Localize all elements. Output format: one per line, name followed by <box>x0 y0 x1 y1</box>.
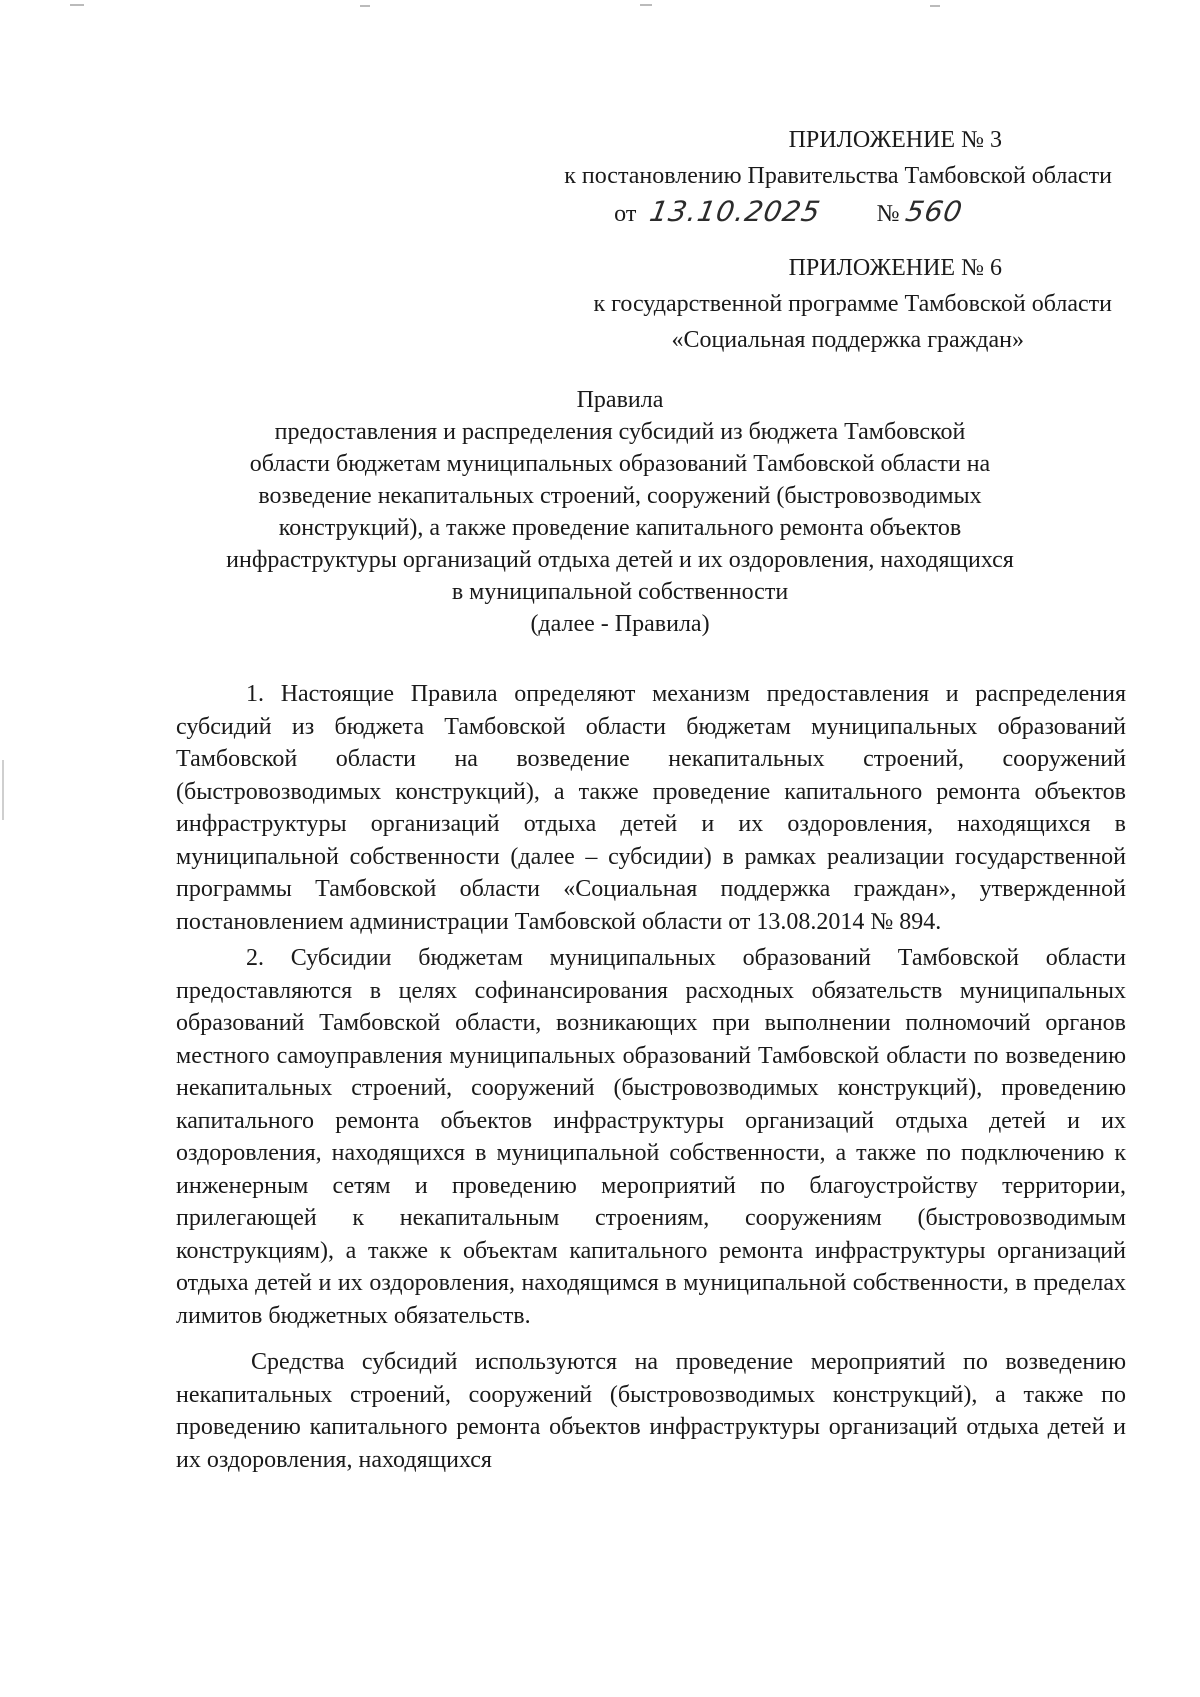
rules-title-line: возведение некапитальных строений, сооружений (быстровозводимых <box>258 483 982 509</box>
handwritten-number: 560 <box>902 195 965 228</box>
document-body <box>176 678 1126 1480</box>
appendix-6-header <box>412 250 1112 358</box>
appendix-3-header <box>412 122 1112 232</box>
rules-heading: Правила <box>576 387 664 413</box>
paragraph-1: 1. Настоящие Правила определяют механизм предоставления и распределения субсидий из бюджета Тамбовской области бюджетам муниципальных образований Тамбовской области на возведение некапитальных строений, сооружений (быстровозводимых конструкций), а также проведение капитального ремонта объектов инфраструктуры организаций отдыха детей и их оздоровления, находящихся в муниципальной собственности (далее – субсидии) в рамках реализации государственной программы Тамбовской области «Социальная поддержка граждан», утвержденной постановлением администрации Тамбовской области от 13.08.2014 № 894. <box>176 681 1126 935</box>
appendix-6-line-1: к государственной программе Тамбовской области <box>593 291 1112 317</box>
rules-title-line: конструкций), а также проведение капитального ремонта объектов <box>278 515 962 541</box>
date-prefix: от <box>614 201 637 227</box>
scan-artifact <box>640 4 652 6</box>
scan-artifact <box>360 5 370 7</box>
appendix-6-title: ПРИЛОЖЕНИЕ № 6 <box>788 255 1002 281</box>
rules-title-line: в муниципальной собственности <box>451 579 789 605</box>
appendix-3-date-line <box>412 194 965 232</box>
scan-artifact <box>70 4 84 6</box>
appendix-3-subtitle: к постановлению Правительства Тамбовской области <box>564 163 1112 189</box>
appendix-6-line-2: «Социальная поддержка граждан» <box>671 327 1024 353</box>
rules-title-line: (далее - Правила) <box>530 611 710 637</box>
rules-title-line: инфраструктуры организаций отдыха детей и их оздоровления, находящихся <box>226 547 1014 573</box>
paragraph-2: 2. Субсидии бюджетам муниципальных образований Тамбовской области предоставляются в целях софинансирования расходных обязательств муниципальных образований Тамбовской области, возникающих при выполнении полномочий органов местного самоуправления муниципальных образований Тамбовской области по возведению некапитальных строений, сооружений (быстровозводимых конструкций), проведению капитального ремонта объектов инфраструктуры организаций отдыха детей и их оздоровления, находящихся в муниципальной собственности, а также по подключению к инженерным сетям и проведению мероприятий по благоустройству территории, прилегающей к некапитальным строениям, сооружениям (быстровозводимым конструкциям), а также к объектам капитального ремонта инфраструктуры организаций отдыха детей и их оздоровления, находящимся в муниципальной собственности, в пределах лимитов бюджетных обязательств. <box>176 945 1126 1329</box>
rules-title-line: области бюджетам муниципальных образований Тамбовской области на <box>249 451 991 477</box>
paragraph-3: Средства субсидий используются на проведение мероприятий по возведению некапитальных строений, сооружений (быстровозводимых конструкций), а также по проведению капитального ремонта объектов инфраструктуры организаций отдыха детей и их оздоровления, находящихся <box>176 1349 1126 1473</box>
rules-title-block <box>150 384 1090 640</box>
handwritten-date: 13.10.2025 <box>647 195 824 228</box>
scan-artifact <box>2 760 4 820</box>
appendix-3-title: ПРИЛОЖЕНИЕ № 3 <box>788 127 1002 153</box>
rules-title-line: предоставления и распределения субсидий из бюджета Тамбовской <box>274 419 966 445</box>
scan-artifact <box>930 5 940 7</box>
number-prefix: № <box>876 201 900 227</box>
